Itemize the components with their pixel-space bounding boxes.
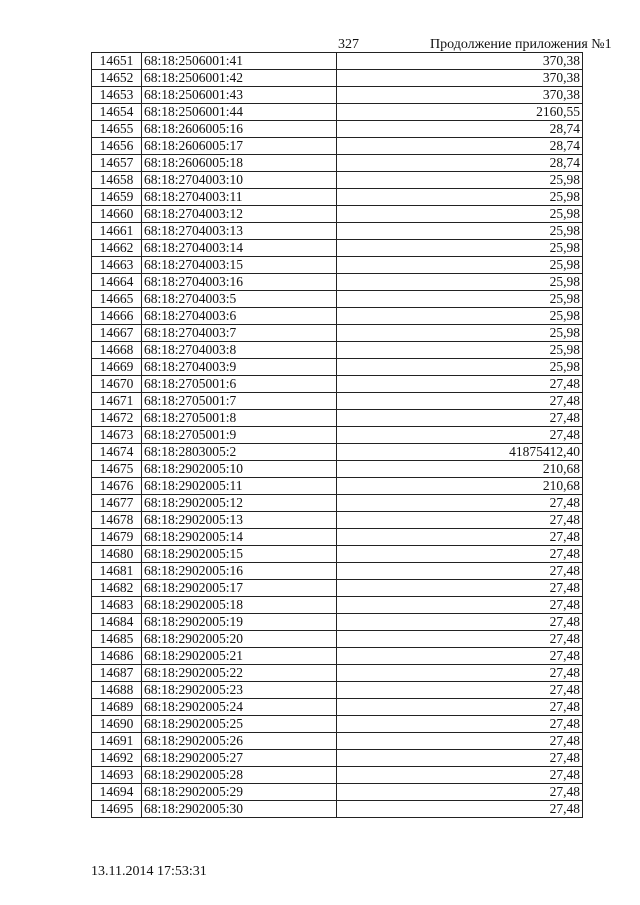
- cadastral-value-cell: 27,48: [337, 580, 583, 597]
- cadastral-number-cell: 68:18:2704003:16: [142, 274, 337, 291]
- table-row: [92, 325, 583, 342]
- cadastral-value-cell: 27,48: [337, 665, 583, 682]
- row-number-cell: 14657: [92, 155, 142, 172]
- row-number-cell: 14654: [92, 104, 142, 121]
- cadastral-number-cell: 68:18:2704003:11: [142, 189, 337, 206]
- row-number-cell: 14671: [92, 393, 142, 410]
- page-number: 327: [338, 37, 359, 52]
- table-row: [92, 801, 583, 818]
- cadastral-value-cell: 25,98: [337, 308, 583, 325]
- cadastral-number-cell: 68:18:2902005:24: [142, 699, 337, 716]
- cadastral-value-cell: 25,98: [337, 189, 583, 206]
- row-number-cell: 14676: [92, 478, 142, 495]
- table-row: [92, 223, 583, 240]
- row-number-cell: 14694: [92, 784, 142, 801]
- cadastral-number-cell: 68:18:2902005:23: [142, 682, 337, 699]
- table-row: [92, 376, 583, 393]
- cadastral-value-cell: 25,98: [337, 172, 583, 189]
- row-number-cell: 14653: [92, 87, 142, 104]
- row-number-cell: 14655: [92, 121, 142, 138]
- cadastral-number-cell: 68:18:2803005:2: [142, 444, 337, 461]
- cadastral-value-cell: 27,48: [337, 529, 583, 546]
- row-number-cell: 14660: [92, 206, 142, 223]
- row-number-cell: 14667: [92, 325, 142, 342]
- cadastral-number-cell: 68:18:2606005:16: [142, 121, 337, 138]
- row-number-cell: 14688: [92, 682, 142, 699]
- cadastral-number-cell: 68:18:2902005:26: [142, 733, 337, 750]
- cadastral-value-table: [91, 52, 583, 818]
- cadastral-value-cell: 370,38: [337, 87, 583, 104]
- table-row: [92, 733, 583, 750]
- cadastral-value-cell: 25,98: [337, 291, 583, 308]
- row-number-cell: 14693: [92, 767, 142, 784]
- cadastral-value-cell: 28,74: [337, 155, 583, 172]
- cadastral-value-cell: 27,48: [337, 784, 583, 801]
- table-row: [92, 342, 583, 359]
- table-row: [92, 155, 583, 172]
- table-row: [92, 444, 583, 461]
- table-row: [92, 478, 583, 495]
- table-row: [92, 495, 583, 512]
- table-row: [92, 393, 583, 410]
- row-number-cell: 14675: [92, 461, 142, 478]
- table-row: [92, 563, 583, 580]
- cadastral-value-cell: 27,48: [337, 410, 583, 427]
- row-number-cell: 14678: [92, 512, 142, 529]
- cadastral-number-cell: 68:18:2704003:13: [142, 223, 337, 240]
- cadastral-number-cell: 68:18:2902005:22: [142, 665, 337, 682]
- table-row: [92, 648, 583, 665]
- cadastral-value-cell: 27,48: [337, 631, 583, 648]
- table-row: [92, 631, 583, 648]
- cadastral-value-cell: 27,48: [337, 512, 583, 529]
- table-row: [92, 750, 583, 767]
- row-number-cell: 14668: [92, 342, 142, 359]
- row-number-cell: 14680: [92, 546, 142, 563]
- continuation-caption: Продолжение приложения №1: [430, 37, 612, 52]
- table-row: [92, 461, 583, 478]
- table-row: [92, 512, 583, 529]
- cadastral-number-cell: 68:18:2506001:42: [142, 70, 337, 87]
- cadastral-value-cell: 27,48: [337, 427, 583, 444]
- table-row: [92, 291, 583, 308]
- cadastral-value-cell: 25,98: [337, 206, 583, 223]
- row-number-cell: 14673: [92, 427, 142, 444]
- row-number-cell: 14652: [92, 70, 142, 87]
- cadastral-value-cell: 27,48: [337, 699, 583, 716]
- table-row: [92, 427, 583, 444]
- table-row: [92, 580, 583, 597]
- table-row: [92, 410, 583, 427]
- row-number-cell: 14666: [92, 308, 142, 325]
- table-row: [92, 138, 583, 155]
- row-number-cell: 14659: [92, 189, 142, 206]
- cadastral-number-cell: 68:18:2902005:18: [142, 597, 337, 614]
- table-row: [92, 682, 583, 699]
- cadastral-value-cell: 41875412,40: [337, 444, 583, 461]
- cadastral-value-cell: 25,98: [337, 257, 583, 274]
- cadastral-number-cell: 68:18:2704003:6: [142, 308, 337, 325]
- row-number-cell: 14677: [92, 495, 142, 512]
- cadastral-number-cell: 68:18:2902005:12: [142, 495, 337, 512]
- cadastral-number-cell: 68:18:2902005:13: [142, 512, 337, 529]
- table-row: [92, 53, 583, 70]
- cadastral-value-cell: 210,68: [337, 478, 583, 495]
- row-number-cell: 14656: [92, 138, 142, 155]
- table-body: [92, 53, 583, 818]
- table-row: [92, 614, 583, 631]
- row-number-cell: 14672: [92, 410, 142, 427]
- cadastral-number-cell: 68:18:2902005:20: [142, 631, 337, 648]
- cadastral-value-cell: 27,48: [337, 563, 583, 580]
- cadastral-number-cell: 68:18:2704003:15: [142, 257, 337, 274]
- cadastral-number-cell: 68:18:2704003:8: [142, 342, 337, 359]
- cadastral-number-cell: 68:18:2704003:5: [142, 291, 337, 308]
- cadastral-number-cell: 68:18:2902005:21: [142, 648, 337, 665]
- cadastral-number-cell: 68:18:2705001:9: [142, 427, 337, 444]
- cadastral-number-cell: 68:18:2506001:41: [142, 53, 337, 70]
- row-number-cell: 14664: [92, 274, 142, 291]
- cadastral-value-cell: 27,48: [337, 614, 583, 631]
- cadastral-value-cell: 2160,55: [337, 104, 583, 121]
- cadastral-number-cell: 68:18:2902005:11: [142, 478, 337, 495]
- row-number-cell: 14681: [92, 563, 142, 580]
- table-row: [92, 257, 583, 274]
- cadastral-value-cell: 27,48: [337, 495, 583, 512]
- cadastral-number-cell: 68:18:2902005:17: [142, 580, 337, 597]
- row-number-cell: 14663: [92, 257, 142, 274]
- cadastral-number-cell: 68:18:2705001:8: [142, 410, 337, 427]
- cadastral-number-cell: 68:18:2704003:14: [142, 240, 337, 257]
- table-row: [92, 359, 583, 376]
- table-row: [92, 699, 583, 716]
- table-row: [92, 529, 583, 546]
- row-number-cell: 14683: [92, 597, 142, 614]
- cadastral-value-cell: 27,48: [337, 597, 583, 614]
- table-row: [92, 665, 583, 682]
- table-row: [92, 546, 583, 563]
- cadastral-number-cell: 68:18:2606005:18: [142, 155, 337, 172]
- table-row: [92, 308, 583, 325]
- cadastral-value-cell: 27,48: [337, 546, 583, 563]
- cadastral-number-cell: 68:18:2902005:16: [142, 563, 337, 580]
- row-number-cell: 14682: [92, 580, 142, 597]
- cadastral-number-cell: 68:18:2704003:7: [142, 325, 337, 342]
- row-number-cell: 14669: [92, 359, 142, 376]
- cadastral-value-cell: 27,48: [337, 801, 583, 818]
- cadastral-number-cell: 68:18:2902005:15: [142, 546, 337, 563]
- cadastral-number-cell: 68:18:2902005:19: [142, 614, 337, 631]
- cadastral-number-cell: 68:18:2606005:17: [142, 138, 337, 155]
- cadastral-number-cell: 68:18:2902005:14: [142, 529, 337, 546]
- cadastral-number-cell: 68:18:2902005:10: [142, 461, 337, 478]
- cadastral-value-cell: 27,48: [337, 682, 583, 699]
- cadastral-number-cell: 68:18:2705001:7: [142, 393, 337, 410]
- cadastral-value-cell: 27,48: [337, 716, 583, 733]
- cadastral-number-cell: 68:18:2704003:9: [142, 359, 337, 376]
- table-row: [92, 87, 583, 104]
- table-row: [92, 70, 583, 87]
- cadastral-value-cell: 210,68: [337, 461, 583, 478]
- cadastral-value-cell: 27,48: [337, 376, 583, 393]
- row-number-cell: 14665: [92, 291, 142, 308]
- row-number-cell: 14692: [92, 750, 142, 767]
- footer-timestamp: 13.11.2014 17:53:31: [91, 864, 207, 879]
- table-row: [92, 189, 583, 206]
- table-row: [92, 767, 583, 784]
- cadastral-number-cell: 68:18:2704003:10: [142, 172, 337, 189]
- cadastral-number-cell: 68:18:2506001:43: [142, 87, 337, 104]
- cadastral-value-cell: 28,74: [337, 138, 583, 155]
- table-row: [92, 597, 583, 614]
- cadastral-value-cell: 27,48: [337, 393, 583, 410]
- row-number-cell: 14658: [92, 172, 142, 189]
- cadastral-number-cell: 68:18:2506001:44: [142, 104, 337, 121]
- cadastral-value-cell: 370,38: [337, 70, 583, 87]
- row-number-cell: 14686: [92, 648, 142, 665]
- row-number-cell: 14662: [92, 240, 142, 257]
- table-row: [92, 172, 583, 189]
- cadastral-value-cell: 25,98: [337, 359, 583, 376]
- cadastral-value-cell: 25,98: [337, 240, 583, 257]
- cadastral-number-cell: 68:18:2902005:27: [142, 750, 337, 767]
- cadastral-number-cell: 68:18:2902005:30: [142, 801, 337, 818]
- cadastral-value-cell: 25,98: [337, 342, 583, 359]
- row-number-cell: 14661: [92, 223, 142, 240]
- row-number-cell: 14689: [92, 699, 142, 716]
- cadastral-number-cell: 68:18:2902005:25: [142, 716, 337, 733]
- table-row: [92, 716, 583, 733]
- table-row: [92, 240, 583, 257]
- row-number-cell: 14674: [92, 444, 142, 461]
- cadastral-value-cell: 27,48: [337, 767, 583, 784]
- cadastral-number-cell: 68:18:2704003:12: [142, 206, 337, 223]
- cadastral-value-cell: 25,98: [337, 325, 583, 342]
- row-number-cell: 14690: [92, 716, 142, 733]
- cadastral-value-cell: 370,38: [337, 53, 583, 70]
- row-number-cell: 14685: [92, 631, 142, 648]
- cadastral-number-cell: 68:18:2902005:29: [142, 784, 337, 801]
- table-row: [92, 274, 583, 291]
- cadastral-number-cell: 68:18:2902005:28: [142, 767, 337, 784]
- row-number-cell: 14687: [92, 665, 142, 682]
- row-number-cell: 14679: [92, 529, 142, 546]
- cadastral-number-cell: 68:18:2705001:6: [142, 376, 337, 393]
- row-number-cell: 14684: [92, 614, 142, 631]
- row-number-cell: 14695: [92, 801, 142, 818]
- cadastral-value-cell: 27,48: [337, 750, 583, 767]
- table-row: [92, 104, 583, 121]
- table-row: [92, 206, 583, 223]
- row-number-cell: 14651: [92, 53, 142, 70]
- table-row: [92, 784, 583, 801]
- row-number-cell: 14691: [92, 733, 142, 750]
- cadastral-value-cell: 27,48: [337, 733, 583, 750]
- cadastral-value-cell: 25,98: [337, 223, 583, 240]
- table-row: [92, 121, 583, 138]
- row-number-cell: 14670: [92, 376, 142, 393]
- cadastral-value-cell: 25,98: [337, 274, 583, 291]
- cadastral-value-cell: 28,74: [337, 121, 583, 138]
- cadastral-value-cell: 27,48: [337, 648, 583, 665]
